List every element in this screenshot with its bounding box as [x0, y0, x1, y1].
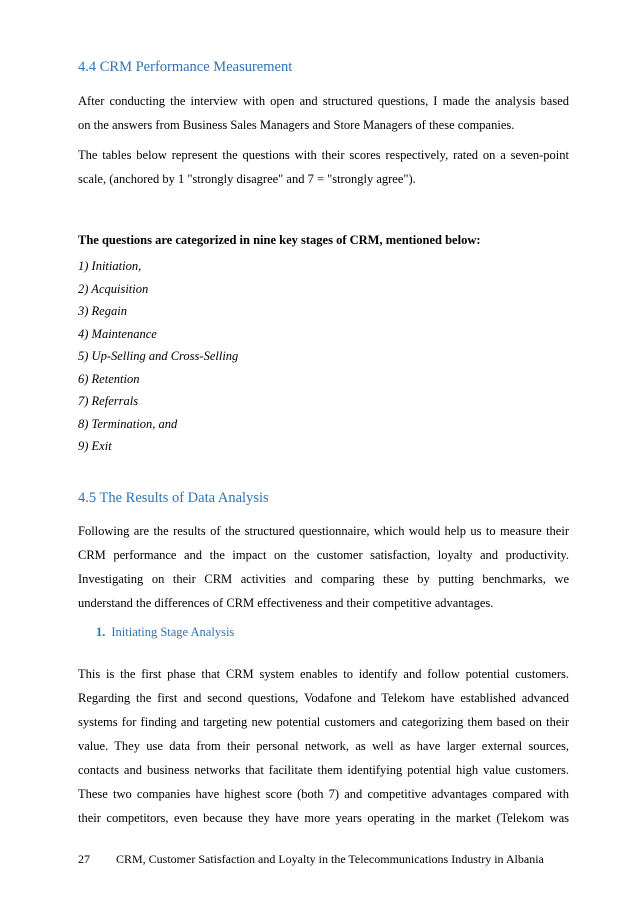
text-line: scale, (anchored by 1 "strongly disagree" and 7 = "strongly agree").	[78, 172, 416, 186]
text-line: After conducting the interview with open and structured questions, I made the analysis based	[78, 94, 569, 108]
list-item: 6) Retention	[78, 371, 140, 386]
text-line: on the answers from Business Sales Managers and Store Managers of these companies.	[78, 118, 515, 132]
list-item: 4) Maintenance	[78, 326, 157, 341]
stages-list	[78, 255, 238, 458]
subsection-number: 1.	[96, 625, 106, 639]
text-line: Regarding the first and second questions, Vodafone and Telekom have established advanced	[78, 691, 569, 705]
text-line: Following are the results of the structured questionnaire, which would help us to measure their	[78, 524, 569, 538]
list-item: 3) Regain	[78, 304, 127, 318]
paragraph-scale	[78, 143, 569, 191]
list-item: 7) Referrals	[78, 394, 139, 408]
subsection-title: Initiating Stage Analysis	[111, 625, 235, 639]
paragraph-results	[78, 519, 569, 615]
text-line: their competitors, even because they have more years operating in the market (Telekom was	[78, 811, 569, 825]
stages-intro: The questions are categorized in nine key stages of CRM, mentioned below:	[78, 233, 481, 247]
section-heading-4-5: 4.5 The Results of Data Analysis	[78, 490, 269, 506]
text-line: value. They use data from their personal network, as well as have larger external sources,	[78, 739, 569, 753]
page-number: 27	[78, 852, 90, 866]
list-item: 2) Acquisition	[78, 281, 149, 296]
text-line: contacts and business networks that facilitate them identifying potential high value customers.	[78, 763, 569, 777]
text-line: understand the differences of CRM effectiveness and their competitive advantages.	[78, 596, 494, 610]
list-item: 1) Initiation,	[78, 259, 142, 273]
text-line: Investigating on their CRM activities and comparing these by putting benchmarks, we	[78, 572, 569, 586]
page-footer	[78, 852, 544, 867]
text-line: CRM performance and the impact on the customer satisfaction, loyalty and productivity.	[78, 548, 569, 562]
text-line: These two companies have highest score (both 7) and competitive advantages compared with	[78, 787, 569, 801]
paragraph-intro	[78, 89, 569, 137]
text-line: The tables below represent the questions with their scores respectively, rated on a seven-point	[78, 148, 569, 162]
list-item: 8) Termination, and	[78, 416, 178, 431]
paragraph-initiating	[78, 662, 569, 830]
section-heading-4-4: 4.4 CRM Performance Measurement	[78, 59, 293, 75]
list-item: 9) Exit	[78, 439, 112, 453]
text-line: systems for finding and targeting new potential customers and categorizing them based on their	[78, 715, 569, 729]
subsection-heading	[96, 625, 234, 640]
list-item: 5) Up-Selling and Cross-Selling	[78, 349, 239, 363]
text-line: This is the first phase that CRM system enables to identify and follow potential customers.	[78, 667, 569, 681]
running-title: CRM, Customer Satisfaction and Loyalty in the Telecommunications Industry in Albania	[116, 852, 544, 866]
